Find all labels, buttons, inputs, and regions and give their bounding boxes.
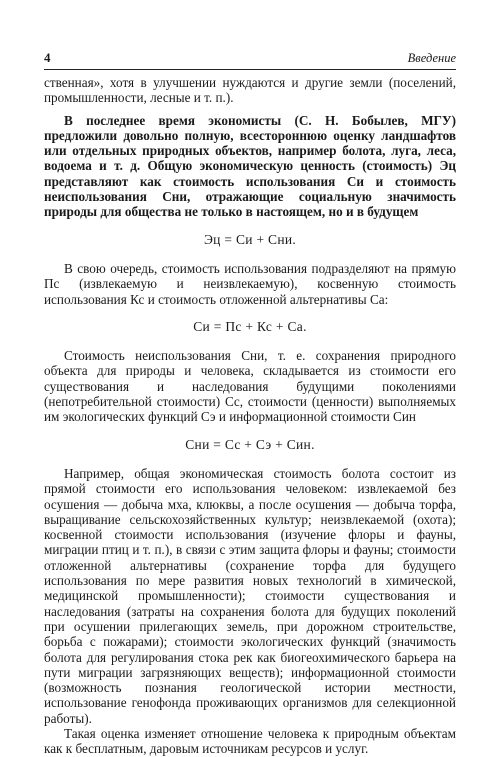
formula-total-value: Эц = Си + Сни. [203,231,297,247]
page-header [44,50,456,66]
header-divider [44,69,456,70]
page-number: 4 [44,50,51,65]
paragraph-swamp-example: Например, общая экономическая стоимость болота состоит из прямой стоимости его использования человеком: извлекаемой без осушения — добыча мха, клюквы, а после осушения — добыча торфа, выращивание сельскохозяйственных культур; неизвлекаемой (охота); косвенной стоимости использования (изучение флоры и фауны, миграции птиц и т. п.), в связи с этим защита флоры и фауны; стоимости отложенной альтернативы (сохранение торфа для будущего использования по мере развития новых технологий в химической, медицинской промышленности); стоимости существования и наследования (затраты на сохранения болота для будущих поколений при осушении прилегающих земель, при дорожном строительстве, борьба с пожарами); стоимости экологических функций (значимость болота для регулирования стока рек как биогеохимического барьера на пути миграции загрязняющих веществ); информационной стоимости (возможность познания геологической истории местности, использование генофонда проживающих организмов для селекционной работы). [44,465,456,726]
paragraph-use-value: В свою очередь, стоимость использования подразделяют на прямую Пс (извлекаемую и неизвлекаемую), косвенную стоимость использования Кс и стоимость отложенной альтернативы Са: [44,260,456,307]
formula-non-use-value: Сни = Сс + Сэ + Син. [185,436,315,452]
page-body [44,75,456,757]
paragraph-continuation: ственная», хотя в улучшении нуждаются и другие земли (поселений, промышленности, лесные и т. п.). [44,75,456,106]
paragraph-conclusion: Такая оценка изменяет отношение человека к природным объектам как к бесплатным, даровым источникам ресурсов и услуг. [44,725,456,757]
running-head: Введение [407,51,456,65]
paragraph-non-use-value: Стоимость неиспользования Сни, т. е. сохранения природного объекта для природы и человека, складывается из стоимости его существования и наследования будущими поколениями (непотребительной стоимости) Сс, стоимости (ценности) выполняемых им экологических функций Сэ и информационной стоимости Син [44,348,456,425]
paragraph-economic-value: В последнее время экономисты (С. Н. Бобылев, МГУ) предложили довольно полную, всестороннюю оценку ландшафтов или отдельных природных объектов, например болота, луга, леса, водоема и т. д. Общую экономическую ценность (стоимость) Эц представляют как стоимость использования Си и стоимость неиспользования Сни, отражающие социальную значимость природы для общества не только в настоящем, но и в будущем [44,112,456,220]
formula-use-value: Си = Пс + Кс + Са. [193,318,307,334]
